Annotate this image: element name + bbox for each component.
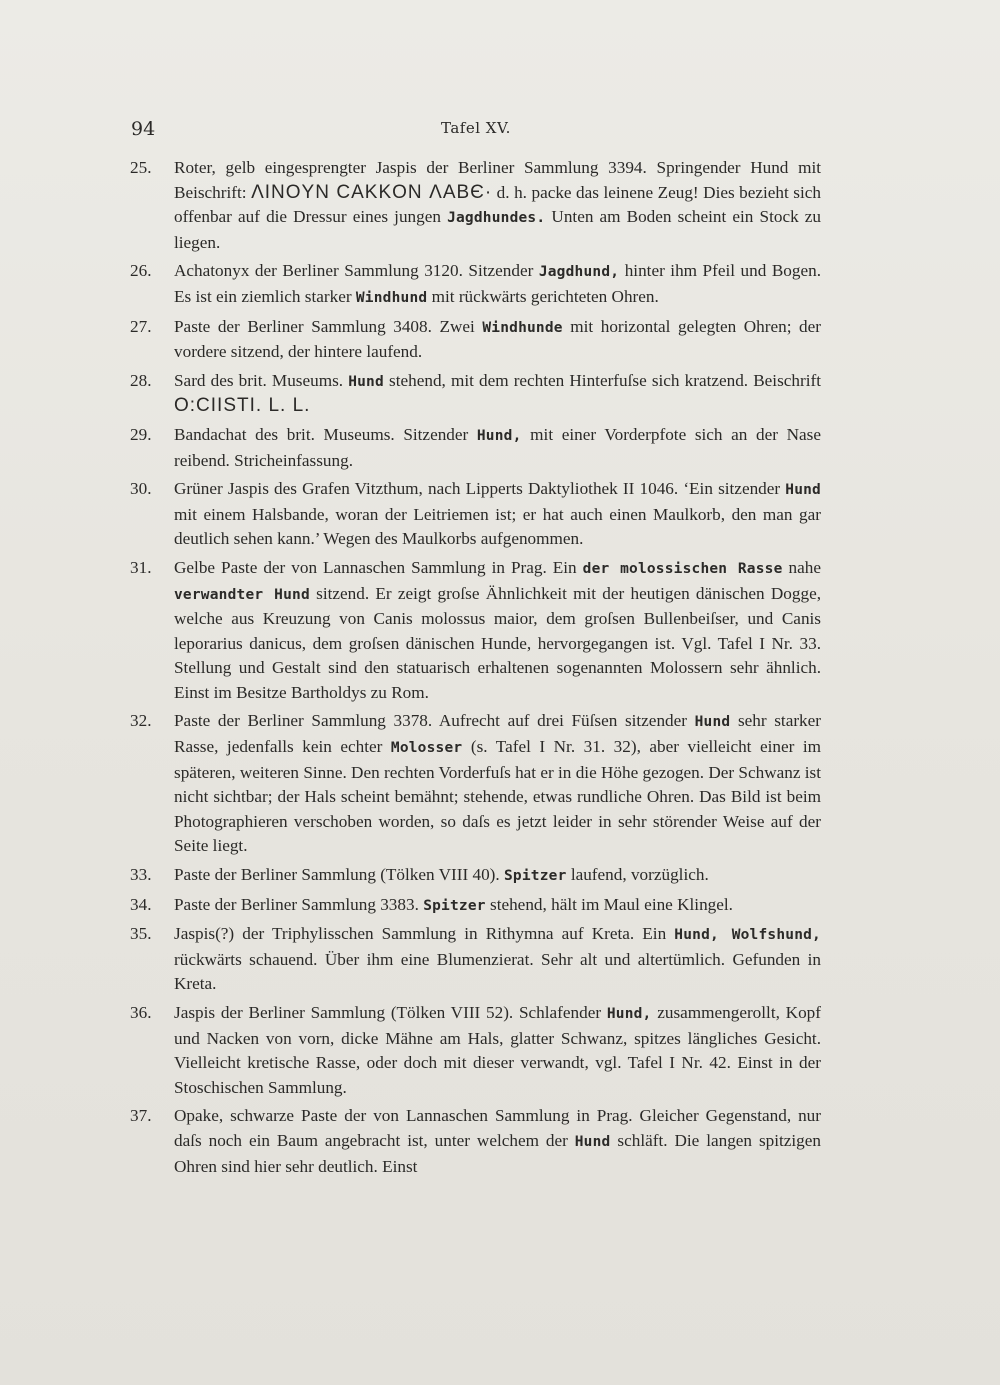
entry-text-segment: Sard des brit. Museums.: [174, 370, 349, 390]
catalog-entry: [130, 156, 821, 255]
inscription-text: O:CIISTI. L. L.: [174, 395, 311, 417]
entry-number: 37.: [130, 1106, 152, 1126]
entry-text-segment: Paste der Berliner Sammlung (Tölken VIII 40).: [174, 865, 504, 885]
entry-text-segment: zusammengerollt, Kopf und Nacken von vorn, dicke Mähne am Hals, glatter Schwanz, spitzes längliches Gesicht. Vielleicht kretische Rasse, oder doch mit dieser verwandt, vgl. Tafel I Nr. 42. Einst in der Stoschischen Sammlung.: [174, 1003, 821, 1097]
emphasized-term: verwandter Hund: [174, 586, 310, 603]
entry-number: 32.: [130, 711, 152, 731]
entry-text-segment: sitzend. Er zeigt groſse Ähnlichkeit mit der heutigen dänischen Dogge, welche aus Kreuzung von Canis molossus maior, dem groſsen Bullenbeiſser, und Canis leporarius danicus, dem groſsen dänischen Hunde, hervorgegangen ist. Vgl. Tafel I Nr. 33. Stellung und Gestalt sind den statuarisch erhaltenen sogenannten Molossern sehr ähnlich. Einst im Besitze Bartholdys zu Rom.: [174, 583, 821, 702]
page-header: [131, 118, 821, 148]
inscription-text: ΛINOYN CAKKON ΛABЄ·: [251, 181, 493, 203]
emphasized-term: Hund,: [476, 427, 522, 444]
catalog-entries: [0, 156, 1000, 1183]
entry-text-segment: hinter ihm Pfeil und Bogen. Es ist ein ziemlich starker: [174, 261, 821, 306]
entry-number: 30.: [130, 479, 152, 499]
entry-text-segment: stehend, mit dem rechten Hinterfuſse sich kratzend. Beischrift: [383, 370, 821, 390]
entry-text-segment: Jaspis(?) der Triphylisschen Sammlung in Rithymna auf Kreta. Ein: [174, 924, 675, 944]
entry-text-segment: mit horizontal gelegten Ohren; der vordere sitzend, der hintere laufend.: [174, 316, 821, 362]
emphasized-term: Hund, Wolfshund,: [674, 927, 821, 944]
emphasized-term: Hund,: [606, 1006, 652, 1022]
catalog-entry: [130, 893, 821, 919]
entry-number: 25.: [130, 158, 152, 177]
entry-text-segment: stehend, hält im Maul eine Klingel.: [485, 894, 733, 914]
entry-text: [174, 156, 821, 255]
entry-text-segment: laufend, vorzüglich.: [566, 865, 709, 885]
catalog-entry: [130, 709, 822, 859]
entry-number: 27.: [130, 316, 152, 336]
entry-text-segment: nahe: [782, 557, 821, 577]
entry-text-segment: Jaspis der Berliner Sammlung (Tölken VIII 52). Schlafender: [174, 1003, 607, 1022]
entry-text-segment: Paste der Berliner Sammlung 3408. Zwei: [174, 316, 483, 336]
emphasized-term: Windhunde: [482, 319, 563, 336]
entry-text-segment: Paste der Berliner Sammlung 3383.: [174, 894, 424, 914]
emphasized-term: Spitzer: [504, 868, 567, 885]
entry-text: [174, 1104, 821, 1179]
emphasized-term: Hund: [574, 1133, 611, 1150]
entry-text-segment: rückwärts schauend. Über ihm eine Blumenzierat. Sehr alt und altertümlich. Gefunden in Kreta.: [174, 949, 821, 994]
entry-text: [174, 893, 821, 919]
entry-number: 31.: [130, 557, 152, 577]
entry-number: 26.: [130, 261, 152, 281]
entry-number: 34.: [130, 894, 152, 914]
entry-text-segment: schläft. Die langen spitzigen Ohren sind hier sehr deutlich. Einst: [174, 1130, 821, 1176]
catalog-entry: [130, 477, 821, 552]
entry-text: [174, 259, 821, 310]
entry-text-segment: Roter, gelb eingesprengter Jaspis der Berliner Sammlung 3394. Springender Hund mit Beischrift:: [174, 158, 821, 202]
catalog-entry: [130, 369, 821, 419]
entry-text: [174, 556, 821, 706]
entry-text: [174, 369, 821, 419]
emphasized-term: Hund: [694, 714, 731, 731]
emphasized-term: der molossischen Rasse: [582, 560, 783, 577]
entry-text-segment: (s. Tafel I Nr. 31. 32), aber vielleicht einer im späteren, weiteren Sinne. Den rechten Vorderfuſs hat er in die Höhe gezogen. Der Schwanz ist nicht sichtbar; der Hals scheint bemähnt; stehende, etwas rundliche Ohren. Das Bild ist beim Photographieren verschoben worden, so daſs es jetzt leider in sehr störender Weise auf der Seite liegt.: [174, 737, 822, 856]
entry-text: [174, 709, 821, 859]
emphasized-term: Hund: [785, 482, 821, 499]
entry-text-segment: Opake, schwarze Paste der von Lannaschen Sammlung in Prag. Gleicher Gegenstand, nur daſs noch ein Baum angebracht ist, unter welchem der: [174, 1106, 821, 1150]
emphasized-term: Jagdhundes.: [447, 210, 546, 227]
entry-number: 36.: [130, 1003, 152, 1022]
entry-text: [174, 922, 821, 997]
emphasized-term: Windhund: [355, 289, 428, 306]
entry-text: [174, 423, 821, 473]
entry-text-segment: Unten am Boden scheint ein Stock zu liegen.: [174, 207, 821, 252]
entry-text-segment: mit rückwärts gerichteten Ohren.: [427, 286, 659, 306]
catalog-entry: [130, 1001, 821, 1100]
emphasized-term: Molosser: [390, 740, 463, 757]
entry-text: [174, 477, 821, 552]
catalog-entry: [130, 1104, 821, 1179]
catalog-entry: [130, 922, 821, 997]
entry-text-segment: Grüner Jaspis des Grafen Vitzthum, nach Lipperts Daktyliothek II 1046. ‘Ein sitzender: [174, 479, 786, 499]
entry-text-segment: Paste der Berliner Sammlung 3378. Aufrecht auf drei Füſsen sitzender: [174, 711, 695, 731]
entry-text-segment: mit einem Halsbande, woran der Leitriemen ist; er hat auch einen Maulkorb, den man gar deutlich sehen kann.’ Wegen des Maulkorbs aufgenommen.: [174, 504, 821, 549]
entry-number: 33.: [130, 865, 152, 885]
entry-text: [174, 863, 821, 889]
emphasized-term: Spitzer: [423, 897, 486, 914]
entry-number: 35.: [130, 924, 152, 944]
entry-text: [174, 1001, 821, 1100]
catalog-entry: [130, 423, 821, 473]
catalog-entry: [130, 863, 821, 889]
entry-text-segment: sehr starker Rasse, jedenfalls kein echter: [174, 711, 821, 757]
catalog-entry: [130, 259, 821, 310]
entry-text-segment: Bandachat des brit. Museums. Sitzender: [174, 424, 477, 444]
emphasized-term: Jagdhund,: [538, 264, 620, 281]
entry-text-segment: mit einer Vorderpfote sich an der Nase reibend. Stricheinfassung.: [174, 424, 821, 470]
entry-text-segment: d. h. packe das leinene Zeug! Dies bezieht sich offenbar auf die Dressur eines jungen: [174, 182, 821, 227]
catalog-entry: [130, 315, 821, 365]
entry-text: [174, 315, 821, 365]
page-number: 94: [131, 118, 156, 140]
entry-number: 29.: [130, 424, 152, 444]
emphasized-term: Hund: [348, 373, 384, 390]
entry-text-segment: Achatonyx der Berliner Sammlung 3120. Sitzender: [174, 261, 539, 281]
catalog-entry: [130, 556, 821, 706]
entry-text-segment: Gelbe Paste der von Lannaschen Sammlung in Prag. Ein: [174, 557, 583, 577]
running-title: Tafel XV.: [441, 119, 511, 137]
entry-number: 28.: [130, 370, 152, 390]
